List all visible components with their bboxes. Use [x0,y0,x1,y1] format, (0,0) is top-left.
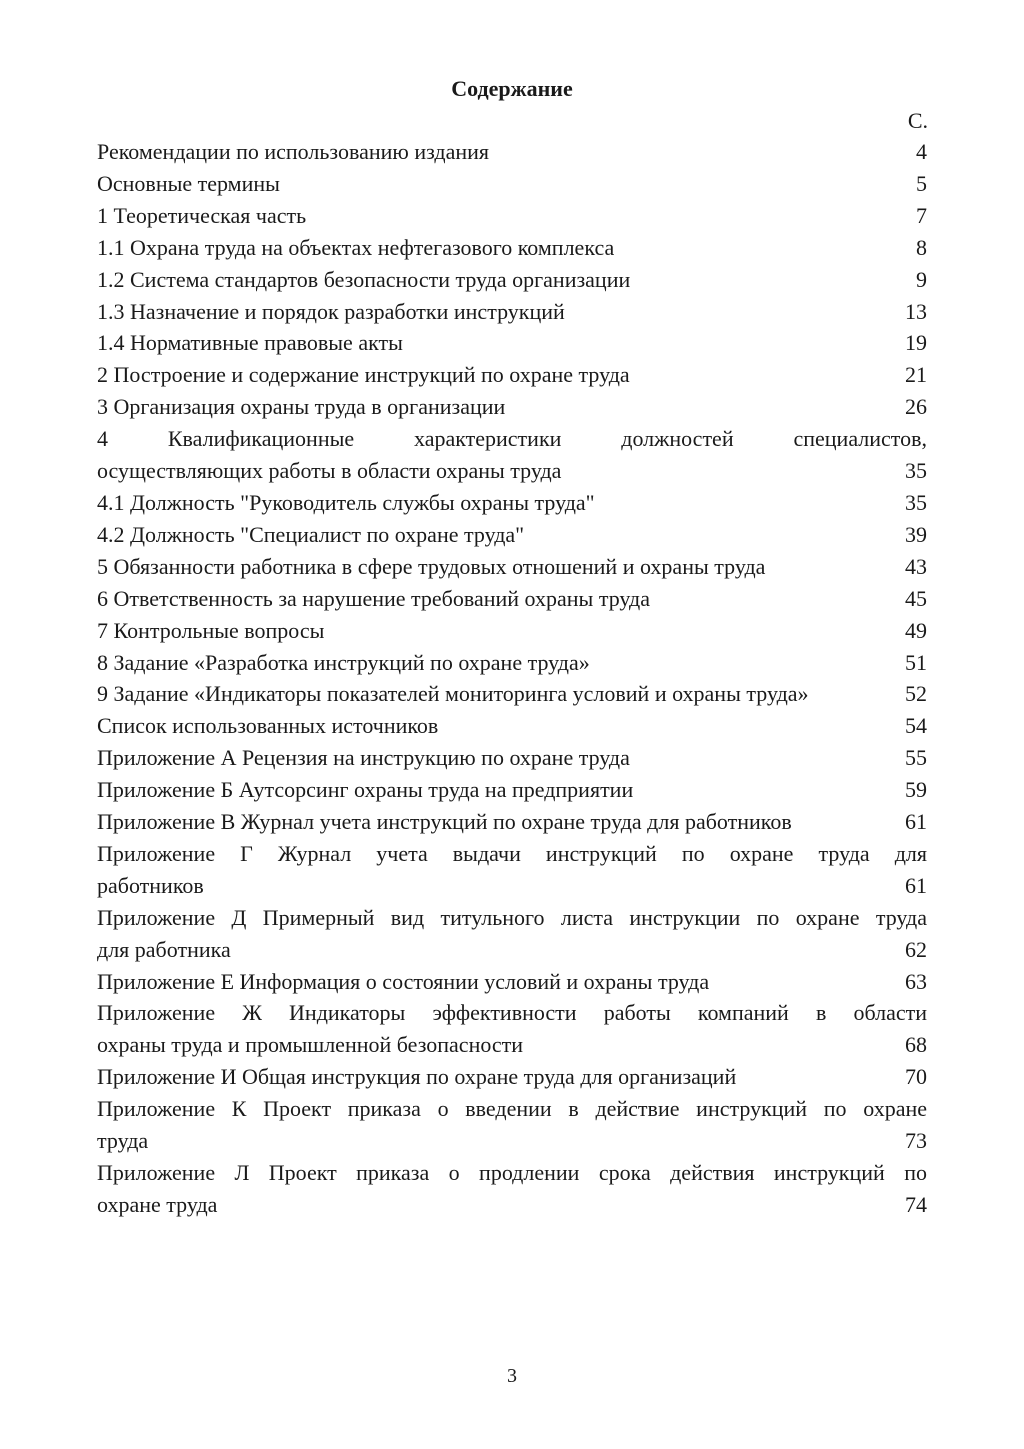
toc-entry-title-line1: Приложение Ж Индикаторы эффективности работы компаний в области [97,1000,927,1026]
toc-entry-title: 4.2 Должность "Специалист по охране труда" [97,521,525,547]
toc-entry-page: 35 [905,458,927,484]
toc-entry-page: 13 [905,298,927,324]
toc-entry-page: 52 [905,681,927,707]
toc-entry [97,423,927,487]
toc-entry-title-line1: 4 Квалификационные характеристики должностей специалистов, [97,426,927,452]
toc-entry-title-line1: Приложение Л Проект приказа о продлении срока действия инструкций по [97,1160,927,1185]
toc-entry [97,647,927,679]
toc-entry [97,136,927,168]
toc-entry [97,678,927,710]
toc-entry-title: 8 Задание «Разработка инструкций по охране труда» [97,649,590,675]
toc-entry-title: Основные термины [97,170,280,196]
toc-entry-title-line2: для работника [97,936,231,962]
toc-entry-page: 54 [905,713,927,739]
toc-entry [97,551,927,583]
toc-entry-title-line1: Приложение Д Примерный вид титульного листа инструкции по охране труда [97,904,927,930]
toc-entry-title: 7 Контрольные вопросы [97,617,325,643]
toc-entry-title: 1.2 Система стандартов безопасности труда организации [97,266,631,292]
toc-entry-page: 68 [905,1032,927,1058]
toc-entry-title: 5 Обязанности работника в сфере трудовых отношений и охраны труда [97,553,766,579]
toc-entry [97,710,927,742]
toc-entry-page: 55 [905,745,927,771]
toc-entry [97,902,927,966]
toc-entry-page: 70 [905,1064,927,1090]
toc-entry-page: 61 [905,809,927,835]
table-of-contents [97,136,927,1221]
toc-entry-title-line2: охраны труда и промышленной безопасности [97,1032,524,1058]
toc-entry-page: 49 [905,617,927,643]
toc-entry-page: 61 [905,872,927,898]
toc-entry-title: 6 Ответственность за нарушение требований охраны труда [97,585,650,611]
toc-entry [97,997,927,1061]
toc-entry [97,391,927,423]
toc-entry [97,232,927,264]
toc-entry-title: Приложение Е Информация о состоянии условий и охраны труда [97,968,710,994]
toc-entry-page: 51 [905,649,927,675]
toc-entry-title: Рекомендации по использованию издания [97,139,490,164]
toc-entry [97,806,927,838]
toc-entry-page: 74 [905,1191,927,1217]
toc-entry-title-line2: охране труда [97,1191,218,1217]
toc-entry-title: 2 Построение и содержание инструкций по охране труда [97,362,630,388]
toc-entry-page: 26 [905,394,927,420]
toc-entry-title: Приложение В Журнал учета инструкций по охране труда для работников [97,809,792,835]
toc-entry-page: 21 [905,362,927,388]
toc-entry-page: 4 [916,139,927,164]
toc-entry-title: 1.3 Назначение и порядок разработки инструкций [97,298,565,324]
toc-entry [97,327,927,359]
toc-entry [97,838,927,902]
toc-entry [97,1061,927,1093]
toc-entry-page: 62 [905,936,927,962]
toc-entry-page: 9 [916,266,927,292]
toc-entry-title: 4.1 Должность "Руководитель службы охраны труда" [97,489,595,515]
toc-entry-page: 19 [905,330,927,356]
toc-entry [97,296,927,328]
toc-entry-title-line1: Приложение Г Журнал учета выдачи инструкций по охране труда для [97,840,927,866]
toc-entry-title: Приложение Б Аутсорсинг охраны труда на предприятии [97,777,634,803]
toc-entry [97,359,927,391]
toc-entry-page: 63 [905,968,927,994]
toc-entry [97,774,927,806]
toc-entry-page: 43 [905,553,927,579]
toc-entry-page: 59 [905,777,927,803]
toc-entry-page: 45 [905,585,927,611]
toc-entry [97,583,927,615]
toc-entry-title: 1.1 Охрана труда на объектах нефтегазового комплекса [97,234,615,260]
toc-entry [97,615,927,647]
toc-entry-line2 [97,1125,927,1157]
toc-entry [97,966,927,998]
toc-entry-title: 1 Теоретическая часть [97,202,307,228]
toc-entry-page: 5 [916,170,927,196]
page-title: Содержание [451,76,573,101]
toc-entry [97,264,927,296]
toc-entry-title: 9 Задание «Индикаторы показателей мониторинга условий и охраны труда» [97,681,809,707]
toc-entry-page: 7 [916,202,927,228]
toc-entry [97,200,927,232]
toc-entry-title-line2: осуществляющих работы в области охраны труда [97,458,562,484]
toc-entry-page: 73 [905,1128,927,1154]
page-number: 3 [507,1365,517,1387]
toc-entry-line2 [97,1029,927,1061]
toc-entry-title: 1.4 Нормативные правовые акты [97,330,403,356]
toc-entry-page: 35 [905,489,927,515]
toc-entry [97,1157,927,1221]
page-column-label: С. [907,108,928,133]
toc-entry-title-line1: Приложение К Проект приказа о введении в действие инструкций по охране [97,1096,927,1122]
toc-entry-title-line2: труда [97,1128,149,1154]
toc-entry [97,487,927,519]
toc-entry-page: 39 [905,521,927,547]
toc-entry [97,519,927,551]
toc-entry-line2 [97,934,927,966]
toc-entry-page: 8 [916,234,927,260]
toc-entry [97,1093,927,1157]
toc-entry [97,168,927,200]
toc-entry [97,742,927,774]
toc-entry-title: Приложение А Рецензия на инструкцию по охране труда [97,745,630,771]
toc-entry-title: Приложение И Общая инструкция по охране труда для организаций [97,1064,737,1090]
toc-entry-line2 [97,870,927,902]
toc-entry-line2 [97,1189,927,1221]
toc-entry-line2 [97,455,927,487]
toc-entry-title: 3 Организация охраны труда в организации [97,394,506,420]
toc-entry-title: Список использованных источников [97,713,439,739]
toc-entry-title-line2: работников [97,872,204,898]
